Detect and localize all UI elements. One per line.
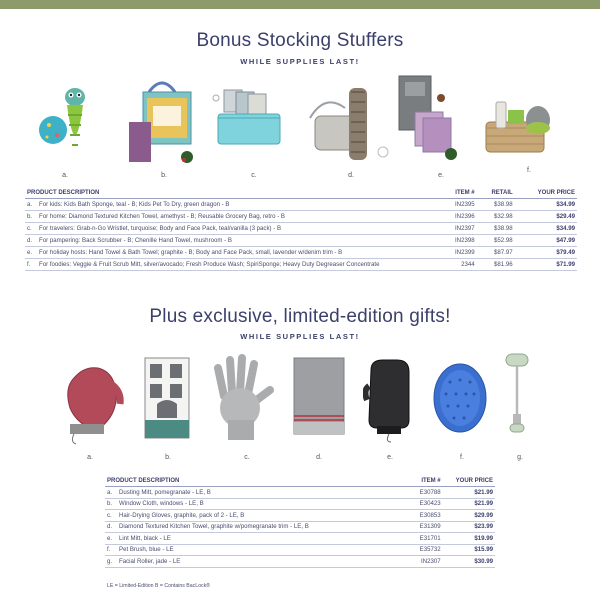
row-description: Hair-Drying Gloves, graphite, pack of 2 - LE, B bbox=[117, 510, 411, 522]
kitchen-towel-grocery-bag-image bbox=[127, 72, 202, 167]
diamond-kitchen-towel-image bbox=[292, 356, 348, 438]
table-row bbox=[25, 235, 577, 247]
foodie-basket-image bbox=[478, 92, 568, 162]
row-letter: e. bbox=[105, 533, 117, 545]
row-price: $21.99 bbox=[443, 498, 495, 510]
col-header-item: ITEM # bbox=[441, 190, 477, 199]
stocking-stuffers-table bbox=[25, 190, 577, 271]
row-description: Window Cloth, windows - LE, B bbox=[117, 498, 411, 510]
section1-subtitle: WHILE SUPPLIES LAST! bbox=[240, 57, 360, 66]
table-header-row bbox=[105, 478, 495, 487]
row-retail: $87.97 bbox=[477, 247, 515, 259]
section1-label-b: b. bbox=[161, 172, 167, 179]
row-price: $15.99 bbox=[443, 544, 495, 556]
table-row bbox=[105, 533, 495, 545]
row-description: Dusting Mitt, pomegranate - LE, B bbox=[117, 487, 411, 499]
hair-drying-gloves-image bbox=[210, 350, 280, 445]
section2-label-b: b. bbox=[165, 454, 171, 461]
row-retail: $32.98 bbox=[477, 211, 515, 223]
row-description: Diamond Textured Kitchen Towel, graphite w/pomegranate trim - LE, B bbox=[117, 521, 411, 533]
footnote: LE = Limited-Edition B = Contains BacLock® bbox=[107, 583, 211, 589]
table-row bbox=[25, 199, 577, 211]
row-item-number: IN2398 bbox=[441, 235, 477, 247]
section1-label-f: f. bbox=[527, 167, 531, 174]
row-item-number: 2344 bbox=[441, 259, 477, 271]
row-letter: g. bbox=[105, 556, 117, 568]
col-header-retail: RETAIL bbox=[477, 190, 515, 199]
row-item-number: IN2397 bbox=[441, 223, 477, 235]
row-item-number: E30423 bbox=[411, 498, 443, 510]
row-price: $30.99 bbox=[443, 556, 495, 568]
table-row bbox=[105, 510, 495, 522]
section2-label-e: e. bbox=[387, 454, 393, 461]
section2-label-a: a. bbox=[87, 454, 93, 461]
row-letter: a. bbox=[25, 199, 37, 211]
section2-title: Plus exclusive, limited-edition gifts! bbox=[149, 306, 451, 327]
row-item-number: IN2399 bbox=[441, 247, 477, 259]
row-description: For pampering: Back Scrubber - B; Chenille Hand Towel, mushroom - B bbox=[37, 235, 441, 247]
row-retail: $52.98 bbox=[477, 235, 515, 247]
row-item-number: IN2307 bbox=[411, 556, 443, 568]
row-price: $79.49 bbox=[515, 247, 577, 259]
table-header-row bbox=[25, 190, 577, 199]
section2-subtitle: WHILE SUPPLIES LAST! bbox=[240, 332, 360, 341]
table-row bbox=[25, 259, 577, 271]
table-row bbox=[105, 521, 495, 533]
table-row bbox=[105, 498, 495, 510]
row-letter: d. bbox=[25, 235, 37, 247]
row-price: $23.99 bbox=[443, 521, 495, 533]
col-header-item: ITEM # bbox=[411, 478, 443, 487]
section1-label-e: e. bbox=[438, 172, 444, 179]
top-color-bar bbox=[0, 0, 600, 9]
wristlet-face-pack-image bbox=[212, 88, 292, 168]
row-retail: $38.98 bbox=[477, 199, 515, 211]
section2-label-g: g. bbox=[517, 454, 523, 461]
table-row bbox=[25, 211, 577, 223]
row-price: $29.99 bbox=[443, 510, 495, 522]
row-letter: e. bbox=[25, 247, 37, 259]
table-row bbox=[25, 223, 577, 235]
facial-roller-image bbox=[500, 352, 540, 444]
row-retail: $38.98 bbox=[477, 223, 515, 235]
kids-bath-sponge-image bbox=[35, 75, 100, 170]
col-header-description: PRODUCT DESCRIPTION bbox=[105, 478, 411, 487]
dusting-mitt-image bbox=[60, 358, 130, 448]
table-row bbox=[25, 247, 577, 259]
row-retail: $81.96 bbox=[477, 259, 515, 271]
row-description: For holiday hosts: Hand Towel & Bath Towel; graphite - B; Body and Face Pack, small, lavender w/denim trim - B bbox=[37, 247, 441, 259]
table-row bbox=[105, 556, 495, 568]
row-letter: b. bbox=[105, 498, 117, 510]
row-letter: a. bbox=[105, 487, 117, 499]
row-description: Pet Brush, blue - LE bbox=[117, 544, 411, 556]
pet-brush-image bbox=[430, 360, 490, 440]
row-description: For travelers: Grab-n-Go Wristlet, turquoise; Body and Face Pack, teal/vanilla (3 pack) - B bbox=[37, 223, 441, 235]
section1-title: Bonus Stocking Stuffers bbox=[196, 30, 404, 51]
row-description: For kids: Kids Bath Sponge, teal - B; Kids Pet To Dry, green dragon - B bbox=[37, 199, 441, 211]
row-item-number: IN2396 bbox=[441, 211, 477, 223]
row-price: $34.99 bbox=[515, 223, 577, 235]
row-letter: f. bbox=[105, 544, 117, 556]
table-row bbox=[105, 487, 495, 499]
col-header-description: PRODUCT DESCRIPTION bbox=[25, 190, 441, 199]
section2-label-c: c. bbox=[244, 454, 250, 461]
row-price: $21.99 bbox=[443, 487, 495, 499]
section2-label-f: f. bbox=[460, 454, 464, 461]
row-description: Facial Roller, jade - LE bbox=[117, 556, 411, 568]
row-item-number: E31701 bbox=[411, 533, 443, 545]
row-price: $71.99 bbox=[515, 259, 577, 271]
lint-mitt-image bbox=[363, 356, 415, 444]
row-letter: d. bbox=[105, 521, 117, 533]
row-letter: c. bbox=[105, 510, 117, 522]
row-item-number: IN2395 bbox=[441, 199, 477, 211]
window-cloth-image bbox=[143, 356, 193, 441]
row-item-number: E35732 bbox=[411, 544, 443, 556]
section2-label-d: d. bbox=[316, 454, 322, 461]
row-item-number: E30853 bbox=[411, 510, 443, 522]
row-item-number: E30788 bbox=[411, 487, 443, 499]
row-description: For foodies: Veggie & Fruit Scrub Mitt, silver/avocado; Fresh Produce Wash; SpiriSponge; Heavy Duty Degreaser Concentrate bbox=[37, 259, 441, 271]
section1-label-c: c. bbox=[251, 172, 257, 179]
row-description: For home: Diamond Textured Kitchen Towel, amethyst - B; Reusable Grocery Bag, retro - B bbox=[37, 211, 441, 223]
section1-label-d: d. bbox=[348, 172, 354, 179]
row-price: $19.99 bbox=[443, 533, 495, 545]
row-description: Lint Mitt, black - LE bbox=[117, 533, 411, 545]
row-letter: f. bbox=[25, 259, 37, 271]
back-scrubber-image bbox=[305, 78, 395, 170]
row-price: $29.49 bbox=[515, 211, 577, 223]
limited-edition-table bbox=[105, 478, 495, 568]
row-letter: b. bbox=[25, 211, 37, 223]
row-price: $34.99 bbox=[515, 199, 577, 211]
col-header-your-price: YOUR PRICE bbox=[515, 190, 577, 199]
row-letter: c. bbox=[25, 223, 37, 235]
section1-label-a: a. bbox=[62, 172, 68, 179]
col-header-your-price: YOUR PRICE bbox=[443, 478, 495, 487]
row-price: $47.99 bbox=[515, 235, 577, 247]
hand-bath-towel-image bbox=[397, 72, 469, 170]
row-item-number: E31309 bbox=[411, 521, 443, 533]
table-row bbox=[105, 544, 495, 556]
